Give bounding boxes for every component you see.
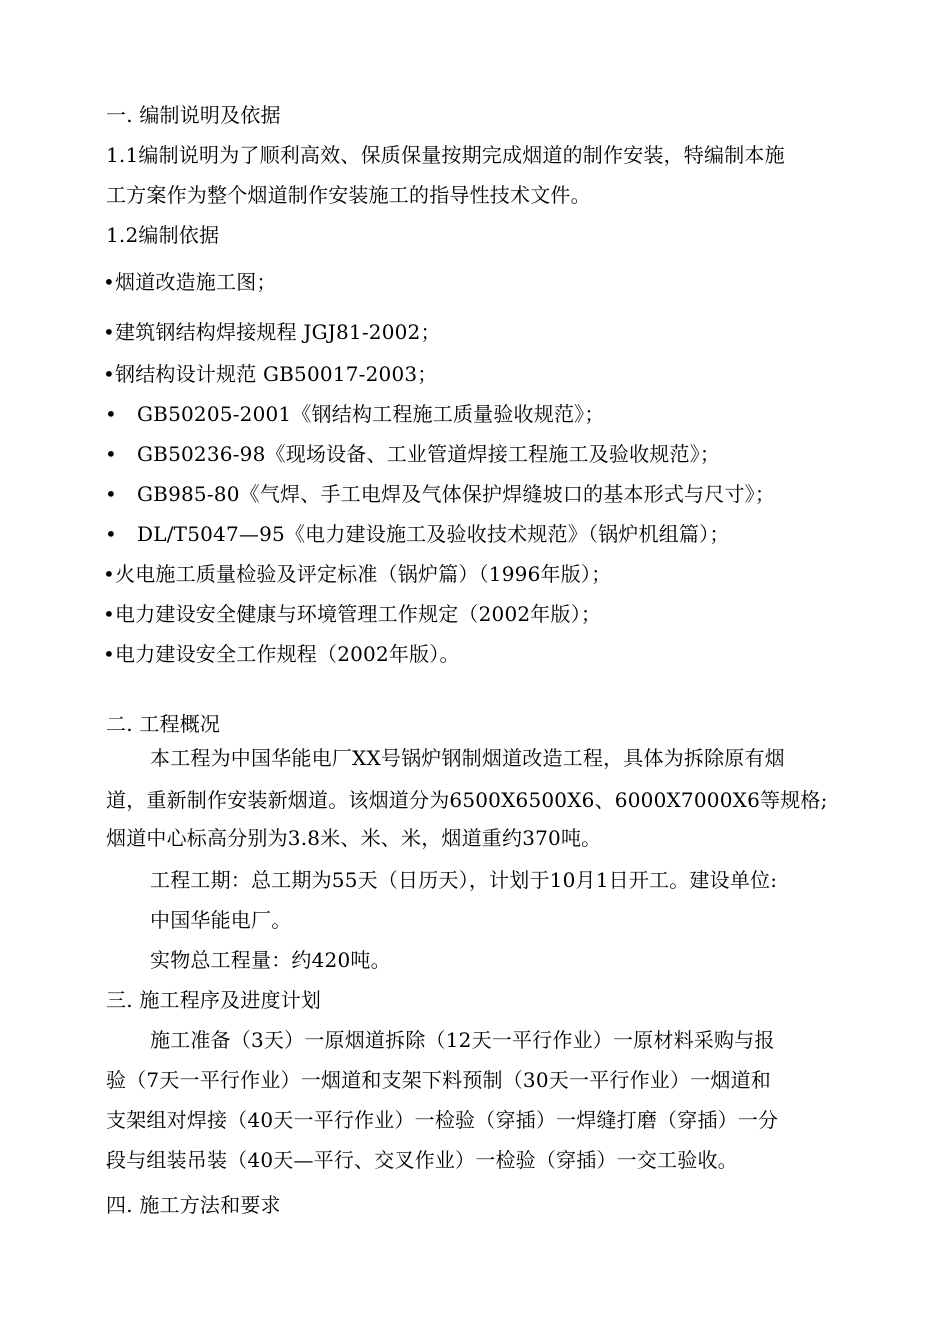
reference-item: • 钢结构设计规范 GB50017-2003； bbox=[103, 364, 438, 384]
reference-item: • 火电施工质量检验及评定标准（锅炉篇）（1996年版）； bbox=[103, 564, 611, 584]
procedure-line-4: 段与组装吊装（40天—平行、交叉作业）一检验（穿插）一交工验收。 bbox=[106, 1148, 738, 1172]
reference-item: • 烟道改造施工图； bbox=[103, 272, 277, 292]
section-1-1-paragraph-line-2: 工方案作为整个烟道制作安装施工的指导性技术文件。 bbox=[106, 183, 591, 207]
overview-paragraph-line-1: 本工程为中国华能电厂XX号锅炉钢制烟道改造工程，具体为拆除原有烟 bbox=[150, 746, 785, 770]
section-3-heading: 三. 施工程序及进度计划 bbox=[106, 988, 322, 1012]
total-quantity: 实物总工程量：约420吨。 bbox=[150, 948, 391, 972]
section-1-1-paragraph-line-1: 1.1编制说明为了顺利高效、保质保量按期完成烟道的制作安装，特编制本施 bbox=[106, 143, 785, 167]
section-1-heading: 一. 编制说明及依据 bbox=[106, 103, 281, 127]
reference-item: • GB50236-98《现场设备、工业管道焊接工程施工及验收规范》； bbox=[105, 444, 720, 464]
reference-item: • GB50205-2001《钢结构工程施工质量验收规范》； bbox=[105, 404, 605, 424]
overview-paragraph-line-3: 烟道中心标高分别为3.8米、米、米，烟道重约370吨。 bbox=[106, 826, 602, 850]
procedure-line-1: 施工准备（3天）一原烟道拆除（12天一平行作业）一原材料采购与报 bbox=[150, 1028, 775, 1052]
section-4-heading: 四. 施工方法和要求 bbox=[106, 1193, 281, 1217]
reference-item: • GB985-80《气焊、手工电焊及气体保护焊缝坡口的基本形式与尺寸》； bbox=[105, 484, 775, 504]
reference-item: • 电力建设安全工作规程（2002年版）。 bbox=[103, 644, 460, 664]
schedule-line-2: 中国华能电厂。 bbox=[150, 908, 292, 932]
reference-item: • 电力建设安全健康与环境管理工作规定（2002年版）； bbox=[103, 604, 601, 624]
reference-item: • 建筑钢结构焊接规程 JGJ81-2002； bbox=[103, 322, 441, 342]
schedule-line-1: 工程工期：总工期为55天（日历天），计划于10月1日开工。建设单位: bbox=[150, 868, 778, 892]
procedure-line-3: 支架组对焊接（40天一平行作业）一检验（穿插）一焊缝打磨（穿插）一分 bbox=[106, 1108, 779, 1132]
reference-item: • DL/T5047—95《电力建设施工及验收技术规范》（锅炉机组篇）； bbox=[105, 524, 730, 544]
procedure-line-2: 验（7天一平行作业）一烟道和支架下料预制（30天一平行作业）一烟道和 bbox=[106, 1068, 771, 1092]
overview-paragraph-line-2: 道，重新制作安装新烟道。该烟道分为6500X6500X6、6000X7000X6等规格; bbox=[106, 788, 828, 812]
section-1-2-heading: 1.2编制依据 bbox=[106, 223, 220, 247]
section-2-heading: 二. 工程概况 bbox=[106, 712, 221, 736]
